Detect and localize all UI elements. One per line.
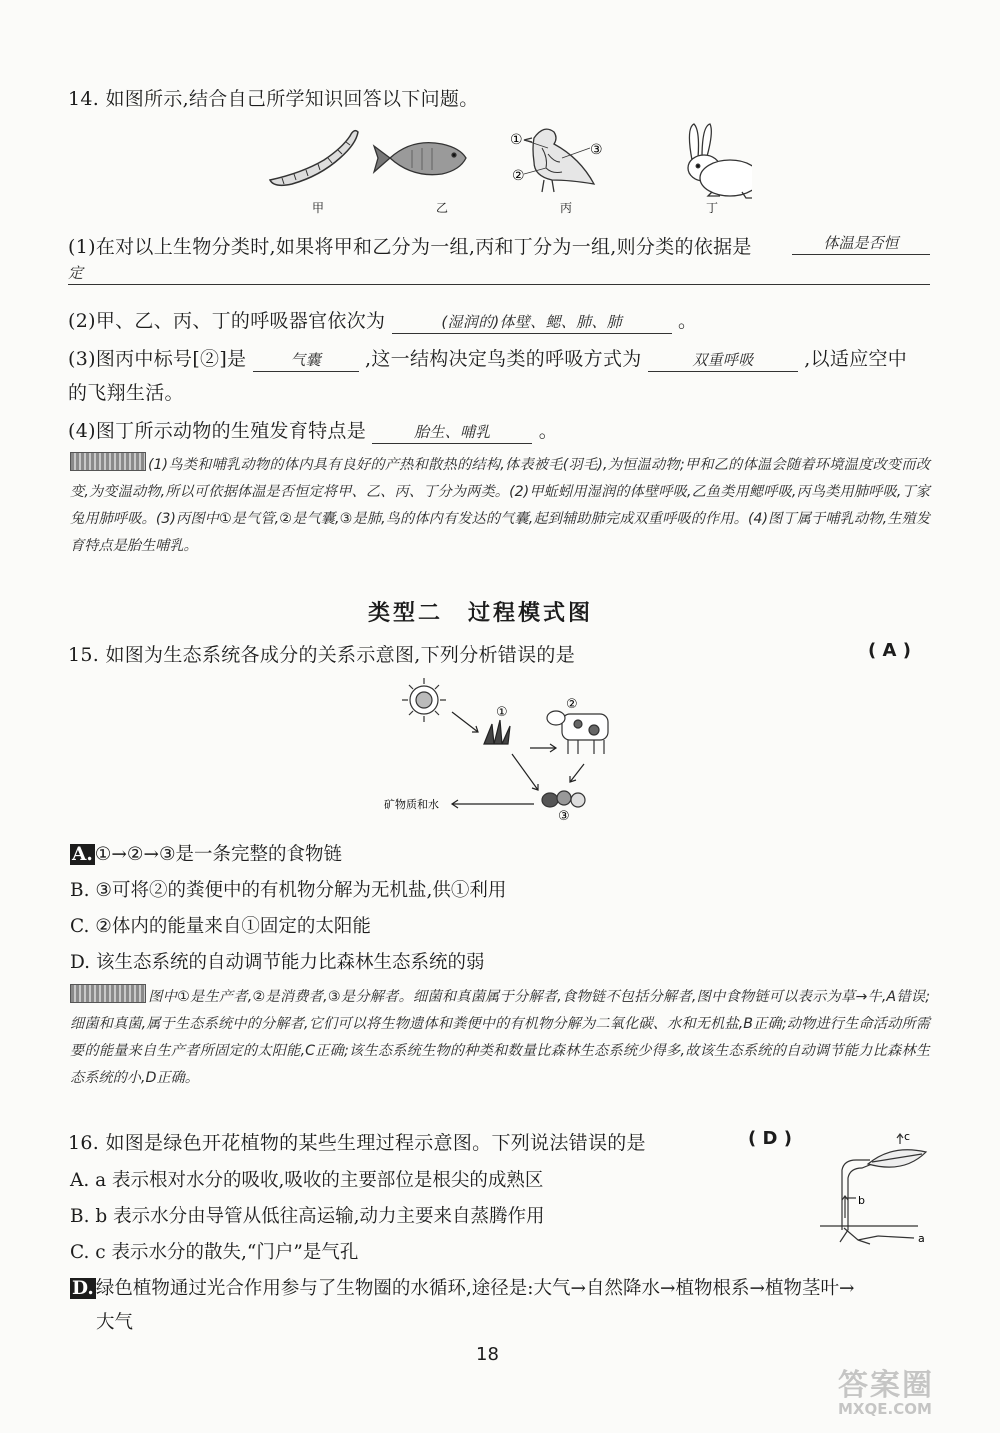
q15-option-d-text: 该生态系统的自动调节能力比森林生态系统的弱 bbox=[95, 952, 485, 973]
label-jia: 甲 bbox=[312, 201, 325, 215]
q15-option-a bbox=[70, 840, 342, 866]
plant-stem bbox=[842, 1160, 870, 1230]
fish-drawing bbox=[374, 143, 466, 175]
q16-option-d-text: 绿色植物通过光合作用参与了生物圈的水循环,途径是:大气→自然降水→植物根系→植物茎叶→ bbox=[95, 1278, 855, 1299]
q15-option-a-text: ①→②→③是一条完整的食物链 bbox=[94, 844, 343, 865]
q14-part3 bbox=[68, 344, 907, 372]
earthworm-drawing bbox=[270, 131, 358, 186]
roots-icon bbox=[840, 1228, 878, 1244]
plant-label-a: a bbox=[918, 1232, 925, 1245]
q15-answer: ( A ) bbox=[868, 640, 911, 661]
label-ding: 丁 bbox=[706, 201, 719, 215]
q14-part3-text-b: ,这一结构决定鸟类的呼吸方式为 bbox=[365, 348, 642, 370]
q16-option-a-text: a 表示根对水分的吸收,吸收的主要部位是根尖的成熟区 bbox=[95, 1170, 544, 1191]
q16-stem: 16. 如图是绿色开花植物的某些生理过程示意图。下列说法错误的是 bbox=[68, 1132, 646, 1154]
bird-drawing bbox=[524, 129, 594, 192]
watermark-logo-text: 答案圈 bbox=[838, 1368, 934, 1403]
q16-option-c-letter: C. bbox=[70, 1242, 90, 1263]
q14-part3-text-c: ,以适应空中 bbox=[804, 348, 908, 370]
analysis-badge-icon bbox=[70, 452, 146, 471]
q15-option-c-letter: C. bbox=[70, 916, 90, 937]
page-number: 18 bbox=[476, 1344, 499, 1365]
q14-answer1b: 定 bbox=[68, 262, 930, 285]
analysis-badge-icon bbox=[70, 984, 146, 1003]
eco-node-2: ② bbox=[566, 697, 578, 712]
q15-option-c-text: ②体内的能量来自①固定的太阳能 bbox=[95, 916, 371, 937]
watermark bbox=[838, 1360, 988, 1424]
q14-figure bbox=[262, 118, 752, 218]
q14-part4-end: 。 bbox=[538, 420, 559, 442]
q14-analysis-text: (1)鸟类和哺乳动物的体内具有良好的产热和散热的结构,体表被毛(羽毛),为恒温动物;甲和乙的体温会随着环境温度改变而改变,为变温动物,所以可依据体温是否恒定将甲、乙、丙、丁分为两类。(2)甲蚯蚓用湿润的体壁呼吸,乙鱼类用鳃呼吸,丙鸟类用肺呼吸,丁家兔用肺呼吸。(3)丙图中①是气管,②是气囊,③是肺,鸟的体内有发达的气囊,起到辅助肺完成双重呼吸的作用。(4)图丁属于哺乳动物,生殖发育特点是胎生哺乳。 bbox=[70, 457, 930, 554]
q14-part1 bbox=[68, 232, 752, 259]
q15-option-a-letter: A. bbox=[72, 844, 93, 865]
eco-node-1: ① bbox=[496, 705, 508, 720]
q16-option-d-letter: D. bbox=[72, 1278, 94, 1299]
q14-stem: 14. 如图所示,结合自己所学知识回答以下问题。 bbox=[68, 88, 479, 110]
q16-option-d bbox=[70, 1274, 854, 1300]
q14-part3-text-a: (3)图丙中标号[②]是 bbox=[68, 348, 247, 370]
decomposer-icon bbox=[542, 791, 585, 807]
sun-icon bbox=[402, 678, 446, 722]
q14-analysis bbox=[70, 452, 930, 560]
q14-answer4: 胎生、哺乳 bbox=[372, 421, 532, 444]
q14-part2-text: (2)甲、乙、丙、丁的呼吸器官依次为 bbox=[68, 310, 386, 332]
q16-option-c bbox=[70, 1238, 358, 1264]
label-yi: 乙 bbox=[436, 201, 449, 215]
q15-option-b-letter: B. bbox=[70, 880, 90, 901]
q15-figure bbox=[380, 672, 630, 822]
q14-part2 bbox=[68, 306, 697, 334]
plant-label-b: b bbox=[858, 1194, 865, 1207]
q15-analysis bbox=[70, 984, 930, 1092]
q16-option-b-text: b 表示水分由导管从低往高运输,动力主要来自蒸腾作用 bbox=[95, 1206, 545, 1227]
q14-answer1a: 体温是否恒 bbox=[792, 232, 930, 255]
q14-part3-cont: 的飞翔生活。 bbox=[68, 382, 184, 404]
q15-option-b bbox=[70, 876, 506, 902]
bird-marker-2: ② bbox=[512, 168, 525, 184]
eco-mineral-label: 矿物质和水 bbox=[384, 798, 439, 811]
q14-part4-text: (4)图丁所示动物的生殖发育特点是 bbox=[68, 420, 367, 442]
q15-stem: 15. 如图为生态系统各成分的关系示意图,下列分析错误的是 bbox=[68, 644, 575, 666]
q14-answer2: (湿润的)体壁、鳃、肺、肺 bbox=[392, 311, 672, 334]
bird-marker-1: ① bbox=[510, 132, 523, 148]
q14-part1-text: (1)在对以上生物分类时,如果将甲和乙分为一组,丙和丁分为一组,则分类的依据是 bbox=[68, 236, 752, 258]
q15-option-c bbox=[70, 912, 371, 938]
section-title: 类型二 过程模式图 bbox=[368, 601, 594, 626]
q16-option-b-letter: B. bbox=[70, 1206, 90, 1227]
q14-animals-illustration bbox=[262, 118, 752, 218]
rabbit-drawing bbox=[688, 124, 752, 198]
plant-diagram bbox=[818, 1130, 938, 1246]
q16-option-a bbox=[70, 1166, 543, 1192]
q14-part4 bbox=[68, 416, 558, 444]
q14-part2-end: 。 bbox=[678, 310, 698, 332]
bird-marker-3: ③ bbox=[590, 142, 603, 158]
q15-option-d-letter: D. bbox=[70, 952, 91, 973]
q16-answer: ( D ) bbox=[748, 1128, 792, 1149]
q15-analysis-text: 图中①是生产者,②是消费者,③是分解者。细菌和真菌属于分解者,食物链不包括分解者,图中食物链可以表示为草→牛,A错误;细菌和真菌,属于生态系统中的分解者,它们可以将生物遗体和粪便中的有机物分解为二氧化碳、水和无机盐,B正确;动物进行生命活动所需要的能量来自生产者所固定的太阳能,C正确;该生态系统生物的种类和数量比森林生态系统少得多,故该生态系统的自动调节能力比森林生态系统的小,D正确。 bbox=[70, 989, 930, 1086]
q16-option-b bbox=[70, 1202, 544, 1228]
q14-answer3b: 双重呼吸 bbox=[648, 349, 798, 372]
eco-node-3: ③ bbox=[558, 809, 570, 822]
plant-label-c: c bbox=[904, 1130, 911, 1143]
label-bing: 丙 bbox=[560, 201, 573, 215]
q15-option-b-text: ③可将②的粪便中的有机物分解为无机盐,供①利用 bbox=[95, 880, 507, 901]
q14-answer1-line bbox=[68, 262, 930, 286]
q16-option-c-text: c 表示水分的散失,“门户”是气孔 bbox=[95, 1242, 359, 1263]
watermark-url: MXQE.COM bbox=[838, 1400, 932, 1418]
q14-answer3a: 气囊 bbox=[253, 349, 359, 372]
q16-figure bbox=[818, 1130, 938, 1246]
q16-option-d-cont: 大气 bbox=[96, 1312, 134, 1333]
q15-option-d bbox=[70, 948, 484, 974]
ecosystem-diagram bbox=[380, 672, 630, 822]
grass-icon bbox=[484, 720, 510, 744]
q16-option-a-letter: A. bbox=[70, 1170, 90, 1191]
